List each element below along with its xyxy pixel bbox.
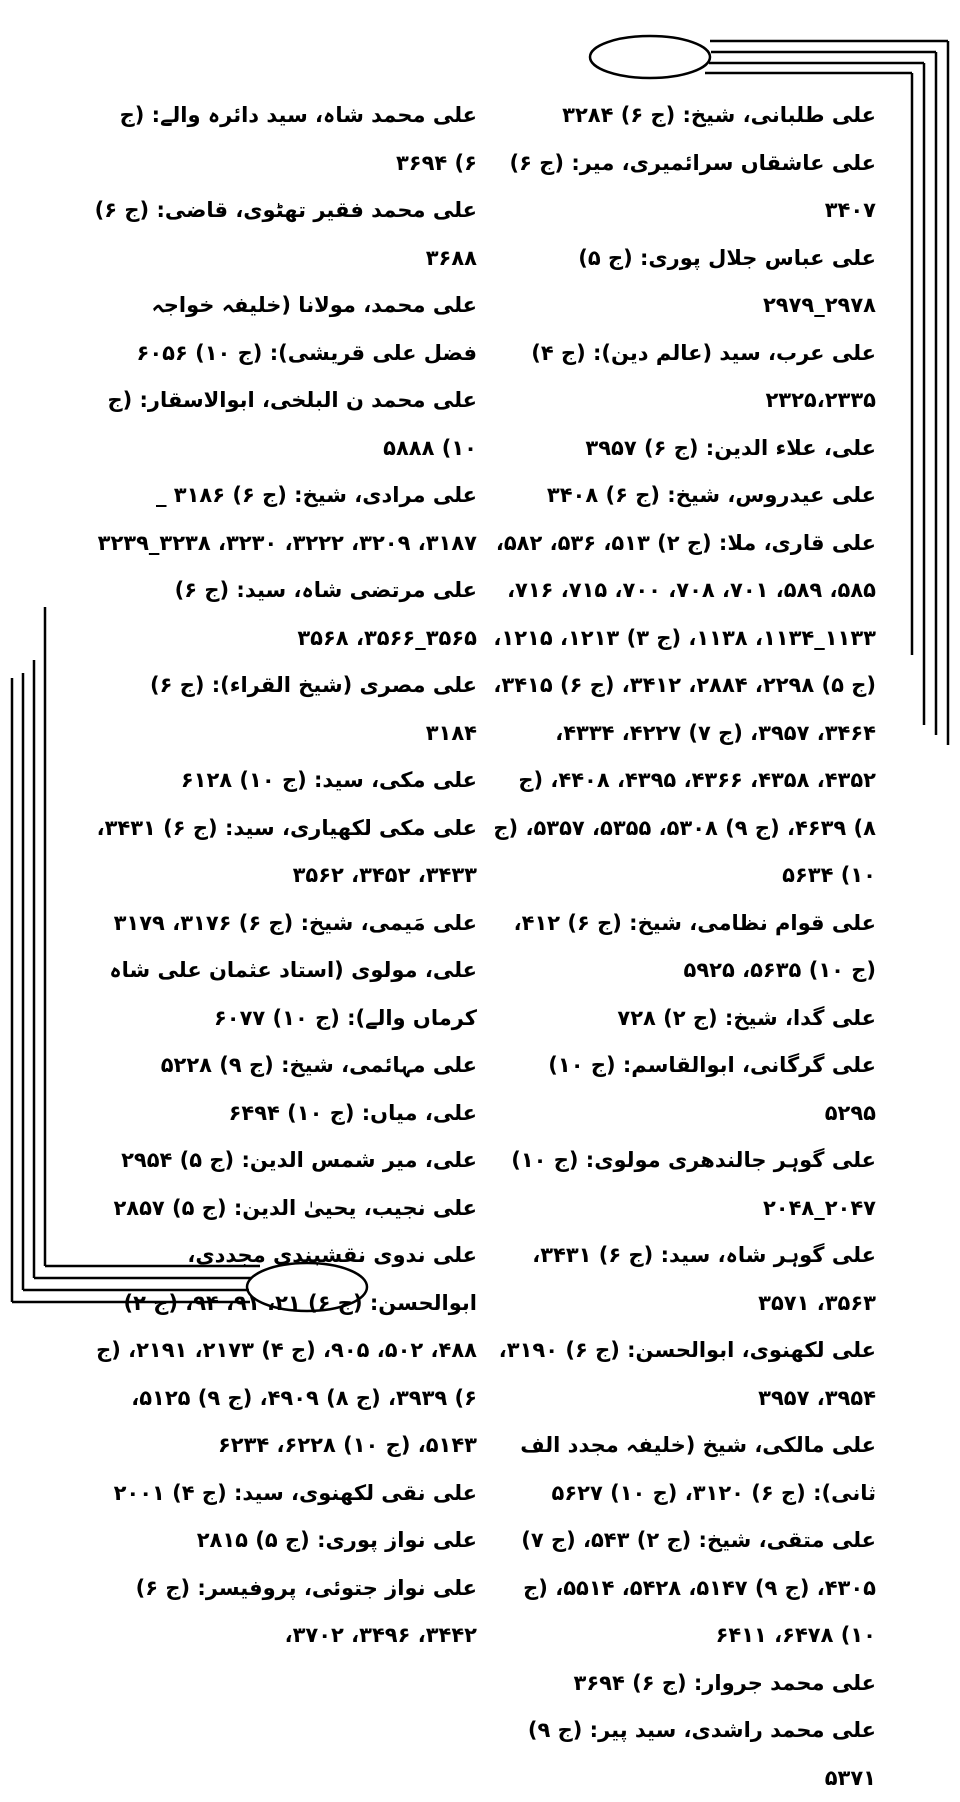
index-entry: علی نقی لکھنوی، سید: (ج ۴) ۲۰۰۱ bbox=[113, 1480, 477, 1505]
index-entry: علی عیدروس، شیخ: (ج ۶) ۳۴۰۸ bbox=[546, 483, 876, 507]
index-entry: علی گدا، شیخ: (ج ۲) ۷۲۸ bbox=[617, 1005, 876, 1030]
index-entry: علی محمد شاہ، سید دائرہ والے: (ج ۶) ۳۶۹۴ bbox=[119, 103, 477, 175]
index-entry: علی مرادی، شیخ: (ج ۶) ۳۱۸۶ _ ۳۱۸۷، ۳۲۰۹، ۳۲۲۲، ۳۲۳۰، ۳۲۳۸_۳۲۳۹ bbox=[97, 483, 477, 555]
index-entry: علی محمد فقیر تھٹوی، قاضی: (ج ۶) ۳۶۸۸ bbox=[94, 198, 477, 270]
index-entry: علی مَیمی، شیخ: (ج ۶) ۳۱۷۶، ۳۱۷۹ bbox=[113, 910, 477, 935]
index-entry: علی مکی لکھیاری، سید: (ج ۶) ۳۴۳۱، ۳۴۳۳، ۳۴۵۲، ۳۵۶۲ bbox=[96, 815, 477, 887]
index-entry: علی محمد ن البلخی، ابوالاسقار: (ج ۱۰) ۵۸۸۸ bbox=[107, 388, 477, 460]
index-entry: علی طلبانی، شیخ: (ج ۶) ۳۲۸۴ bbox=[562, 103, 876, 127]
index-entry: علی، مولوی (استاد عثمان علی شاہ کرماں والے): (ج ۱۰) ۶۰۷۷ bbox=[109, 958, 477, 1030]
index-entry: علی نواز جتوئی، پروفیسر: (ج ۶) ۳۴۴۲، ۳۴۹۶، ۳۷۰۲، bbox=[135, 1575, 477, 1647]
index-entry: علی گوہر شاہ، سید: (ج ۶) ۳۴۳۱، ۳۵۶۳، ۳۵۷۱ bbox=[532, 1243, 876, 1315]
index-entry: علی محمد راشدی، سید پیر: (ج ۹) ۵۳۷۱ bbox=[527, 1718, 876, 1790]
index-entry: علی مہائمی، شیخ: (ج ۹) ۵۲۲۸ bbox=[160, 1053, 477, 1077]
index-entry: علی مکی، سید: (ج ۱۰) ۶۱۲۸ bbox=[180, 768, 477, 792]
index-entry: علی محمد، مولانا (خلیفہ خواجہ فضل علی قریشی): (ج ۱۰) ۶۰۵۶ bbox=[136, 293, 477, 365]
index-entry: علی گرگانی، ابوالقاسم: (ج ۱۰) ۵۲۹۵ bbox=[548, 1053, 876, 1125]
top-ornament-oval bbox=[590, 36, 710, 78]
index-entry: علی، میر شمس الدین: (ج ۵) ۲۹۵۴ bbox=[121, 1148, 477, 1172]
index-entry: علی مرتضی شاہ، سید: (ج ۶) ۳۵۶۵_۳۵۶۶، ۳۵۶۸ bbox=[174, 578, 477, 650]
index-entry: علی قاری، ملا: (ج ۲) ۵۱۳، ۵۳۶، ۵۸۲، ۵۸۵، ۵۸۹، ۷۰۱، ۷۰۸، ۷۰۰، ۷۱۵، ۷۱۶، ۱۱۳۳_۱۱۳۴، ۱۱۳۸، (ج ۳) ۱۲۱۳، ۱۲۱۵، (ج ۵) ۲۲۹۸، ۲۸۸۴، ۳۴۱۲، (ج ۶) ۳۴۱۵، ۳۴۶۴، ۳۹۵۷، (ج ۷) ۴۲۲۷، ۴۳۳۴، ۴۳۵۲، ۴۳۵۸، ۴۳۶۶، ۴۳۹۵، ۴۴۰۸، (ج ۸) ۴۶۳۹، (ج ۹) ۵۳۰۸، ۵۳۵۵، ۵۳۵۷، (ج ۱۰) ۵۶۳۴ bbox=[493, 530, 876, 887]
index-entry: علی مصری (شیخ القراء): (ج ۶) ۳۱۸۴ bbox=[149, 673, 477, 745]
index-entry: علی عرب، سید (عالم دین): (ج ۴) ۲۳۲۵،۲۳۳۵ bbox=[531, 340, 876, 412]
index-entry: علی متقی، شیخ: (ج ۲) ۵۴۳، (ج ۷) ۴۳۰۵، (ج ۹) ۵۱۴۷، ۵۴۲۸، ۵۵۱۴، (ج ۱۰) ۶۴۷۸، ۶۴۱۱ bbox=[521, 1528, 876, 1647]
index-column-left bbox=[92, 92, 477, 1660]
index-entry: علی نواز پوری: (ج ۵) ۲۸۱۵ bbox=[196, 1528, 477, 1552]
index-entry: علی محمد جروار: (ج ۶) ۳۶۹۴ bbox=[573, 1670, 876, 1695]
index-entry: علی، میاں: (ج ۱۰) ۶۴۹۴ bbox=[228, 1100, 477, 1125]
index-column-right bbox=[492, 92, 876, 1802]
index-entry: علی عاشقاں سرائمیری، میر: (ج ۶) ۳۴۰۷ bbox=[509, 150, 876, 222]
index-entry: علی گوہر جالندھری مولوی: (ج ۱۰) ۲۰۴۷_۲۰۴۸ bbox=[511, 1148, 876, 1220]
index-entry: علی ندوی نقشبندی مجددی، ابوالحسن: (ج ۶) ۲۱، ۹۱، ۹۴، (ج ۲) ۴۸۸، ۵۰۲، ۹۰۵، (ج ۴) ۲۱۷۳، ۲۱۹۱، (ج ۶) ۳۹۳۹، (ج ۸) ۴۹۰۹، (ج ۹) ۵۱۲۵، ۵۱۴۳، (ج ۱۰) ۶۲۲۸، ۶۲۳۴ bbox=[96, 1243, 477, 1457]
index-entry: علی مالکی، شیخ (خلیفہ مجدد الف ثانی): (ج ۶) ۳۱۲۰، (ج ۱۰) ۵۶۲۷ bbox=[520, 1433, 876, 1505]
index-entry: علی قوام نظامی، شیخ: (ج ۶) ۴۱۲، (ج ۱۰) ۵۶۳۵، ۵۹۲۵ bbox=[513, 910, 876, 982]
index-entry: علی، علاء الدین: (ج ۶) ۳۹۵۷ bbox=[585, 435, 876, 460]
index-entry: علی نجیب، یحییٰ الدین: (ج ۵) ۲۸۵۷ bbox=[113, 1195, 477, 1220]
index-entry: علی لکھنوی، ابوالحسن: (ج ۶) ۳۱۹۰، ۳۹۵۴، ۳۹۵۷ bbox=[498, 1338, 876, 1410]
index-entry: علی عباس جلال پوری: (ج ۵) ۲۹۷۸_۲۹۷۹ bbox=[578, 245, 876, 317]
